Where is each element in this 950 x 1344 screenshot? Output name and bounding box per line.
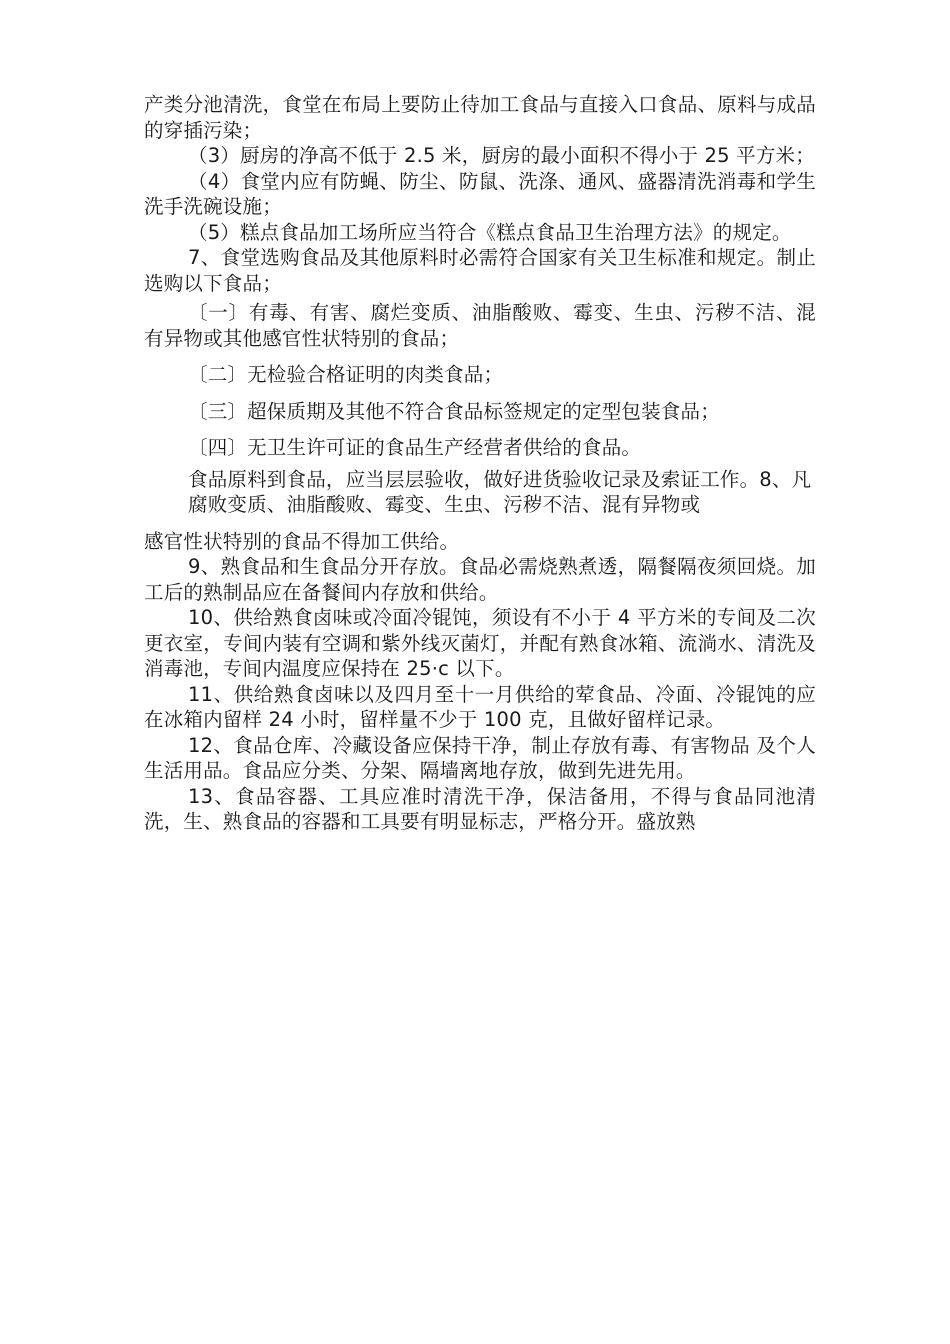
paragraph-section-10: 10、供给熟食卤味或冷面冷锟饨，须设有不小于 4 平方米的专间及二次更衣室，专间内装有空调和紫外线灭菌灯，并配有熟食冰箱、流淌水、清洗及消毒池，专间内温度应保持在 25·c 以下。 [144,606,816,680]
paragraph-item-3: （3）厨房的净高不低于 2.5 米，厨房的最小面积不得小于 25 平方米； [188,144,815,167]
paragraph-section-11: 11、供给熟食卤味以及四月至十一月供给的荤食品、冷面、冷锟饨的应在冰箱内留样 24 小时，留样量不少于 100 克，且做好留样记录。 [144,682,816,731]
paragraph-item-4: （4）食堂内应有防蝇、防尘、防鼠、洗涤、通风、盛器清洗消毒和学生洗手洗碗设施； [144,169,816,218]
paragraph-section-9: 9、熟食品和生食品分开存放。食品必需烧熟煮透，隔餐隔夜须回烧。加工后的熟制品应在备餐间内存放和供给。 [144,555,816,604]
paragraph-continuation: 产类分池清洗，食堂在布局上要防止待加工食品与直接入口食品、原料与成品的穿插污染； [144,93,816,142]
paragraph-section-7: 7、食堂选购食品及其他原料时必需符合国家有关卫生标准和规定。制止选购以下食品； [144,246,816,295]
paragraph-list-4: 〔四〕无卫生许可证的食品生产经营者供给的食品。 [188,436,642,459]
paragraph-section-8: 食品原料到食品，应当层层验收，做好进货验收记录及索证工作。8、凡腐败变质、油脂酸败、霉变、生虫、污秽不洁、混有异物或 [188,467,812,516]
paragraph-section-8-end: 感官性状特别的食品不得加工供给。 [144,529,460,553]
document-body [144,92,816,835]
paragraph-list-1: 〔一〕有毒、有害、腐烂变质、油脂酸败、霉变、生虫、污秽不洁、混有异物或其他感官性状特别的食品； [144,301,816,350]
paragraph-section-12: 12、食品仓库、冷藏设备应保持干净，制止存放有毒、有害物品 及个人生活用品。食品应分类、分架、隔墙离地存放，做到先进先用。 [144,733,816,782]
paragraph-section-13: 13、食品容器、工具应准时清洗干净，保洁备用，不得与食品同池清洗，生、熟食品的容器和工具要有明显标志，严格分开。盛放熟 [144,784,816,833]
paragraph-item-5: （5）糕点食品加工场所应当符合《糕点食品卫生治理方法》的规定。 [188,220,792,244]
paragraph-list-3: 〔三〕超保质期及其他不符合食品标签规定的定型包装食品； [188,399,720,423]
paragraph-list-2: 〔二〕无检验合格证明的肉类食品； [188,363,504,386]
